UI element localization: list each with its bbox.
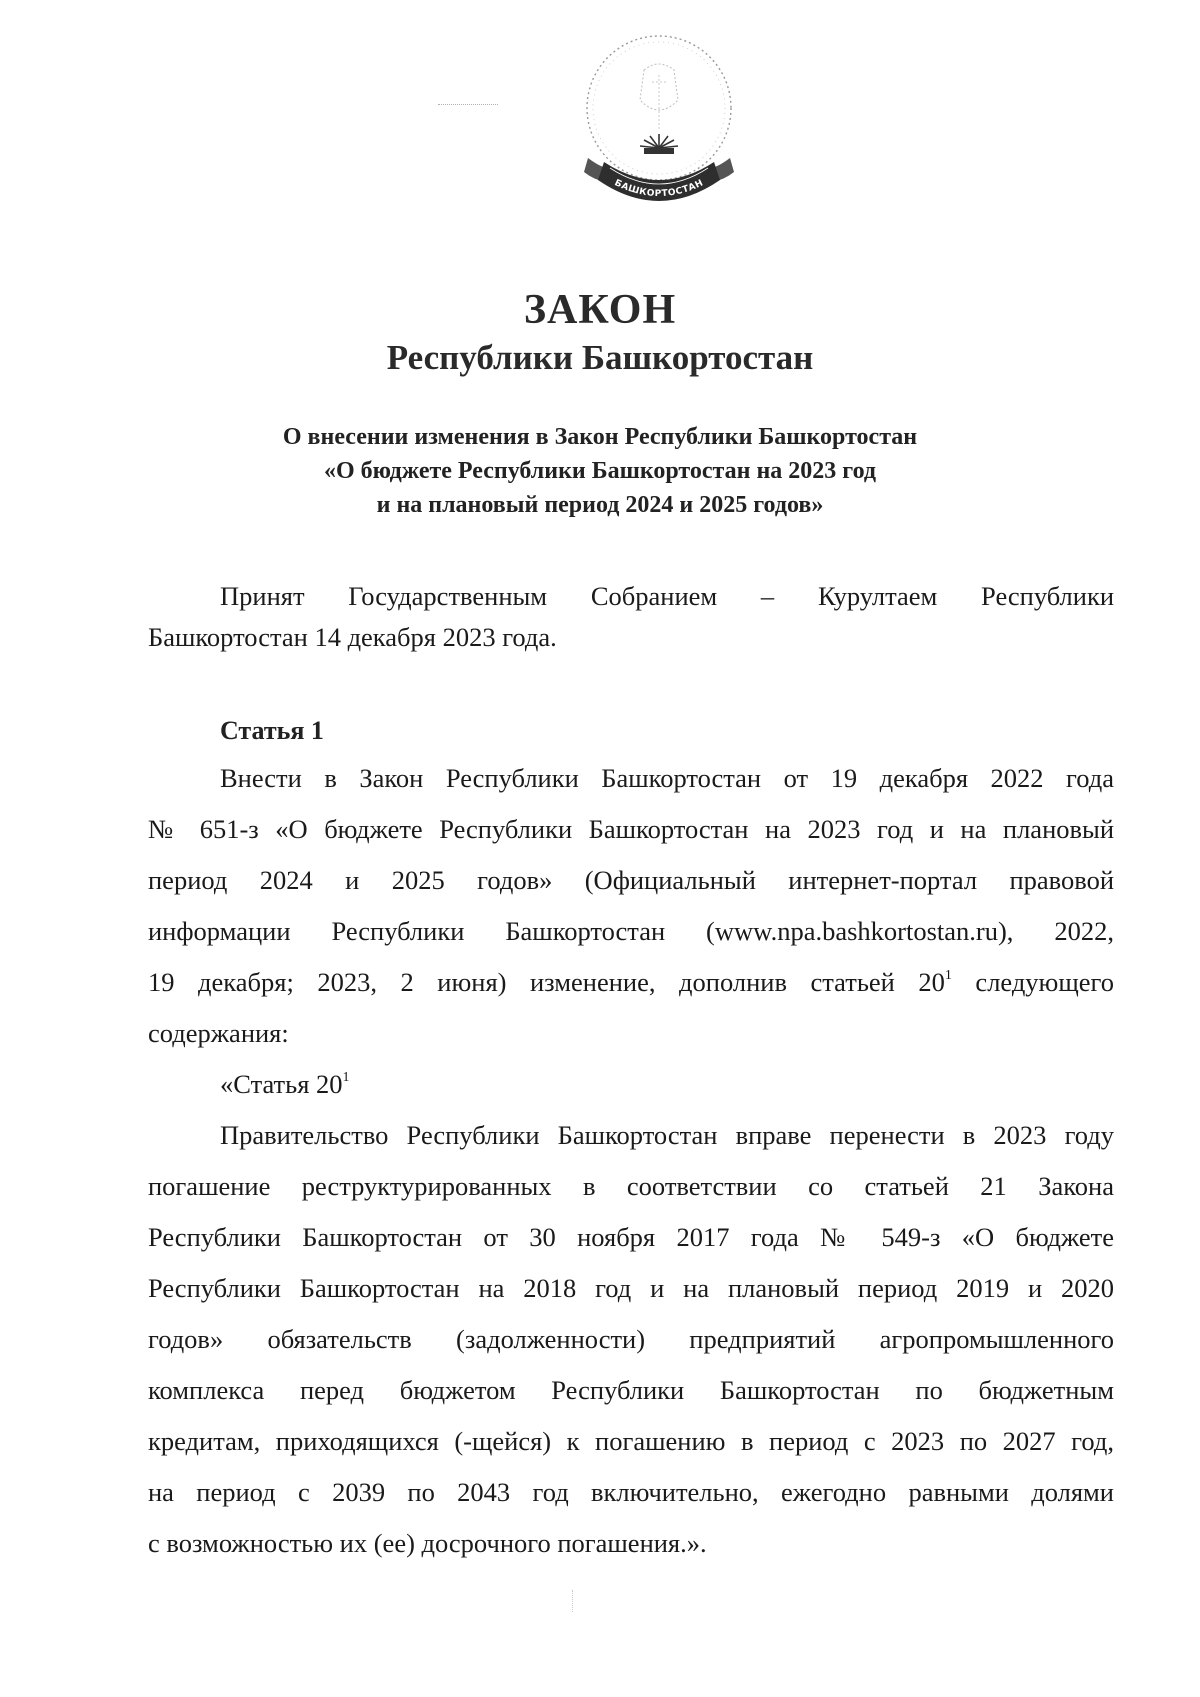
republic-title: Республики Башкортостан [386,338,814,377]
paragraph-line: содержания: [148,1018,289,1048]
emblem-ribbon-text: БАШКОРТОСТАН [612,178,706,200]
paragraph-line [148,957,1114,1008]
quoted-article-heading [148,1059,1114,1110]
line-text: 19 декабря; 2023, 2 июня) изменение, дополнив статьей 20 [148,967,945,997]
paragraph-line: кредитам, приходящихся (-щейся) к погашению в период с 2023 по 2027 год, [148,1426,1114,1456]
adoption-line: Башкортостан 14 декабря 2023 года. [148,622,557,652]
law-subtitle [0,420,1200,522]
article-body [148,753,1114,1569]
paragraph-line: Внести в Закон Республики Башкортостан от 19 декабря 2022 года [220,763,1114,793]
subtitle-line: и на плановый период 2024 и 2025 годов» [376,492,824,518]
adoption-line: Принят Государственным Собранием – Курултаем Республики [220,581,1114,611]
paragraph-line: № 651-з «О бюджете Республики Башкортостан на 2023 год и на плановый [148,814,1114,844]
paragraph-line: Республики Башкортостан от 30 ноября 2017 года № 549-з «О бюджете [148,1222,1114,1252]
law-title: ЗАКОН [523,287,677,333]
bashkortostan-emblem-icon [574,30,744,230]
superscript: 1 [944,968,952,983]
adoption-statement [148,576,1114,658]
article-heading: Статья 1 [220,716,324,745]
paragraph-line: Республики Башкортостан на 2018 год и на плановый период 2019 и 2020 [148,1273,1114,1303]
line-text: «Статья 20 [220,1069,343,1099]
subtitle-line: «О бюджете Республики Башкортостан на 2023 год [323,458,877,484]
paragraph-line: период 2024 и 2025 годов» (Официальный интернет-портал правовой [148,865,1114,895]
paragraph-line: информации Республики Башкортостан (www.npa.bashkortostan.ru), 2022, [148,916,1114,946]
paragraph-line: комплекса перед бюджетом Республики Башкортостан по бюджетным [148,1375,1114,1405]
line-text: следующего [951,967,1114,997]
paragraph-line: с возможностью их (ее) досрочного погашения.». [148,1528,707,1558]
scan-artifact [438,104,498,107]
superscript: 1 [342,1070,350,1085]
scan-artifact [572,1590,574,1612]
subtitle-line: О внесении изменения в Закон Республики Башкортостан [282,424,918,450]
paragraph-line: годов» обязательств (задолженности) предприятий агропромышленного [148,1324,1114,1354]
paragraph-line: погашение реструктурированных в соответствии со статьей 21 Закона [148,1171,1114,1201]
paragraph-line: на период с 2039 по 2043 год включительно, ежегодно равными долями [148,1477,1114,1507]
paragraph-line: Правительство Республики Башкортостан вправе перенести в 2023 году [220,1120,1114,1150]
